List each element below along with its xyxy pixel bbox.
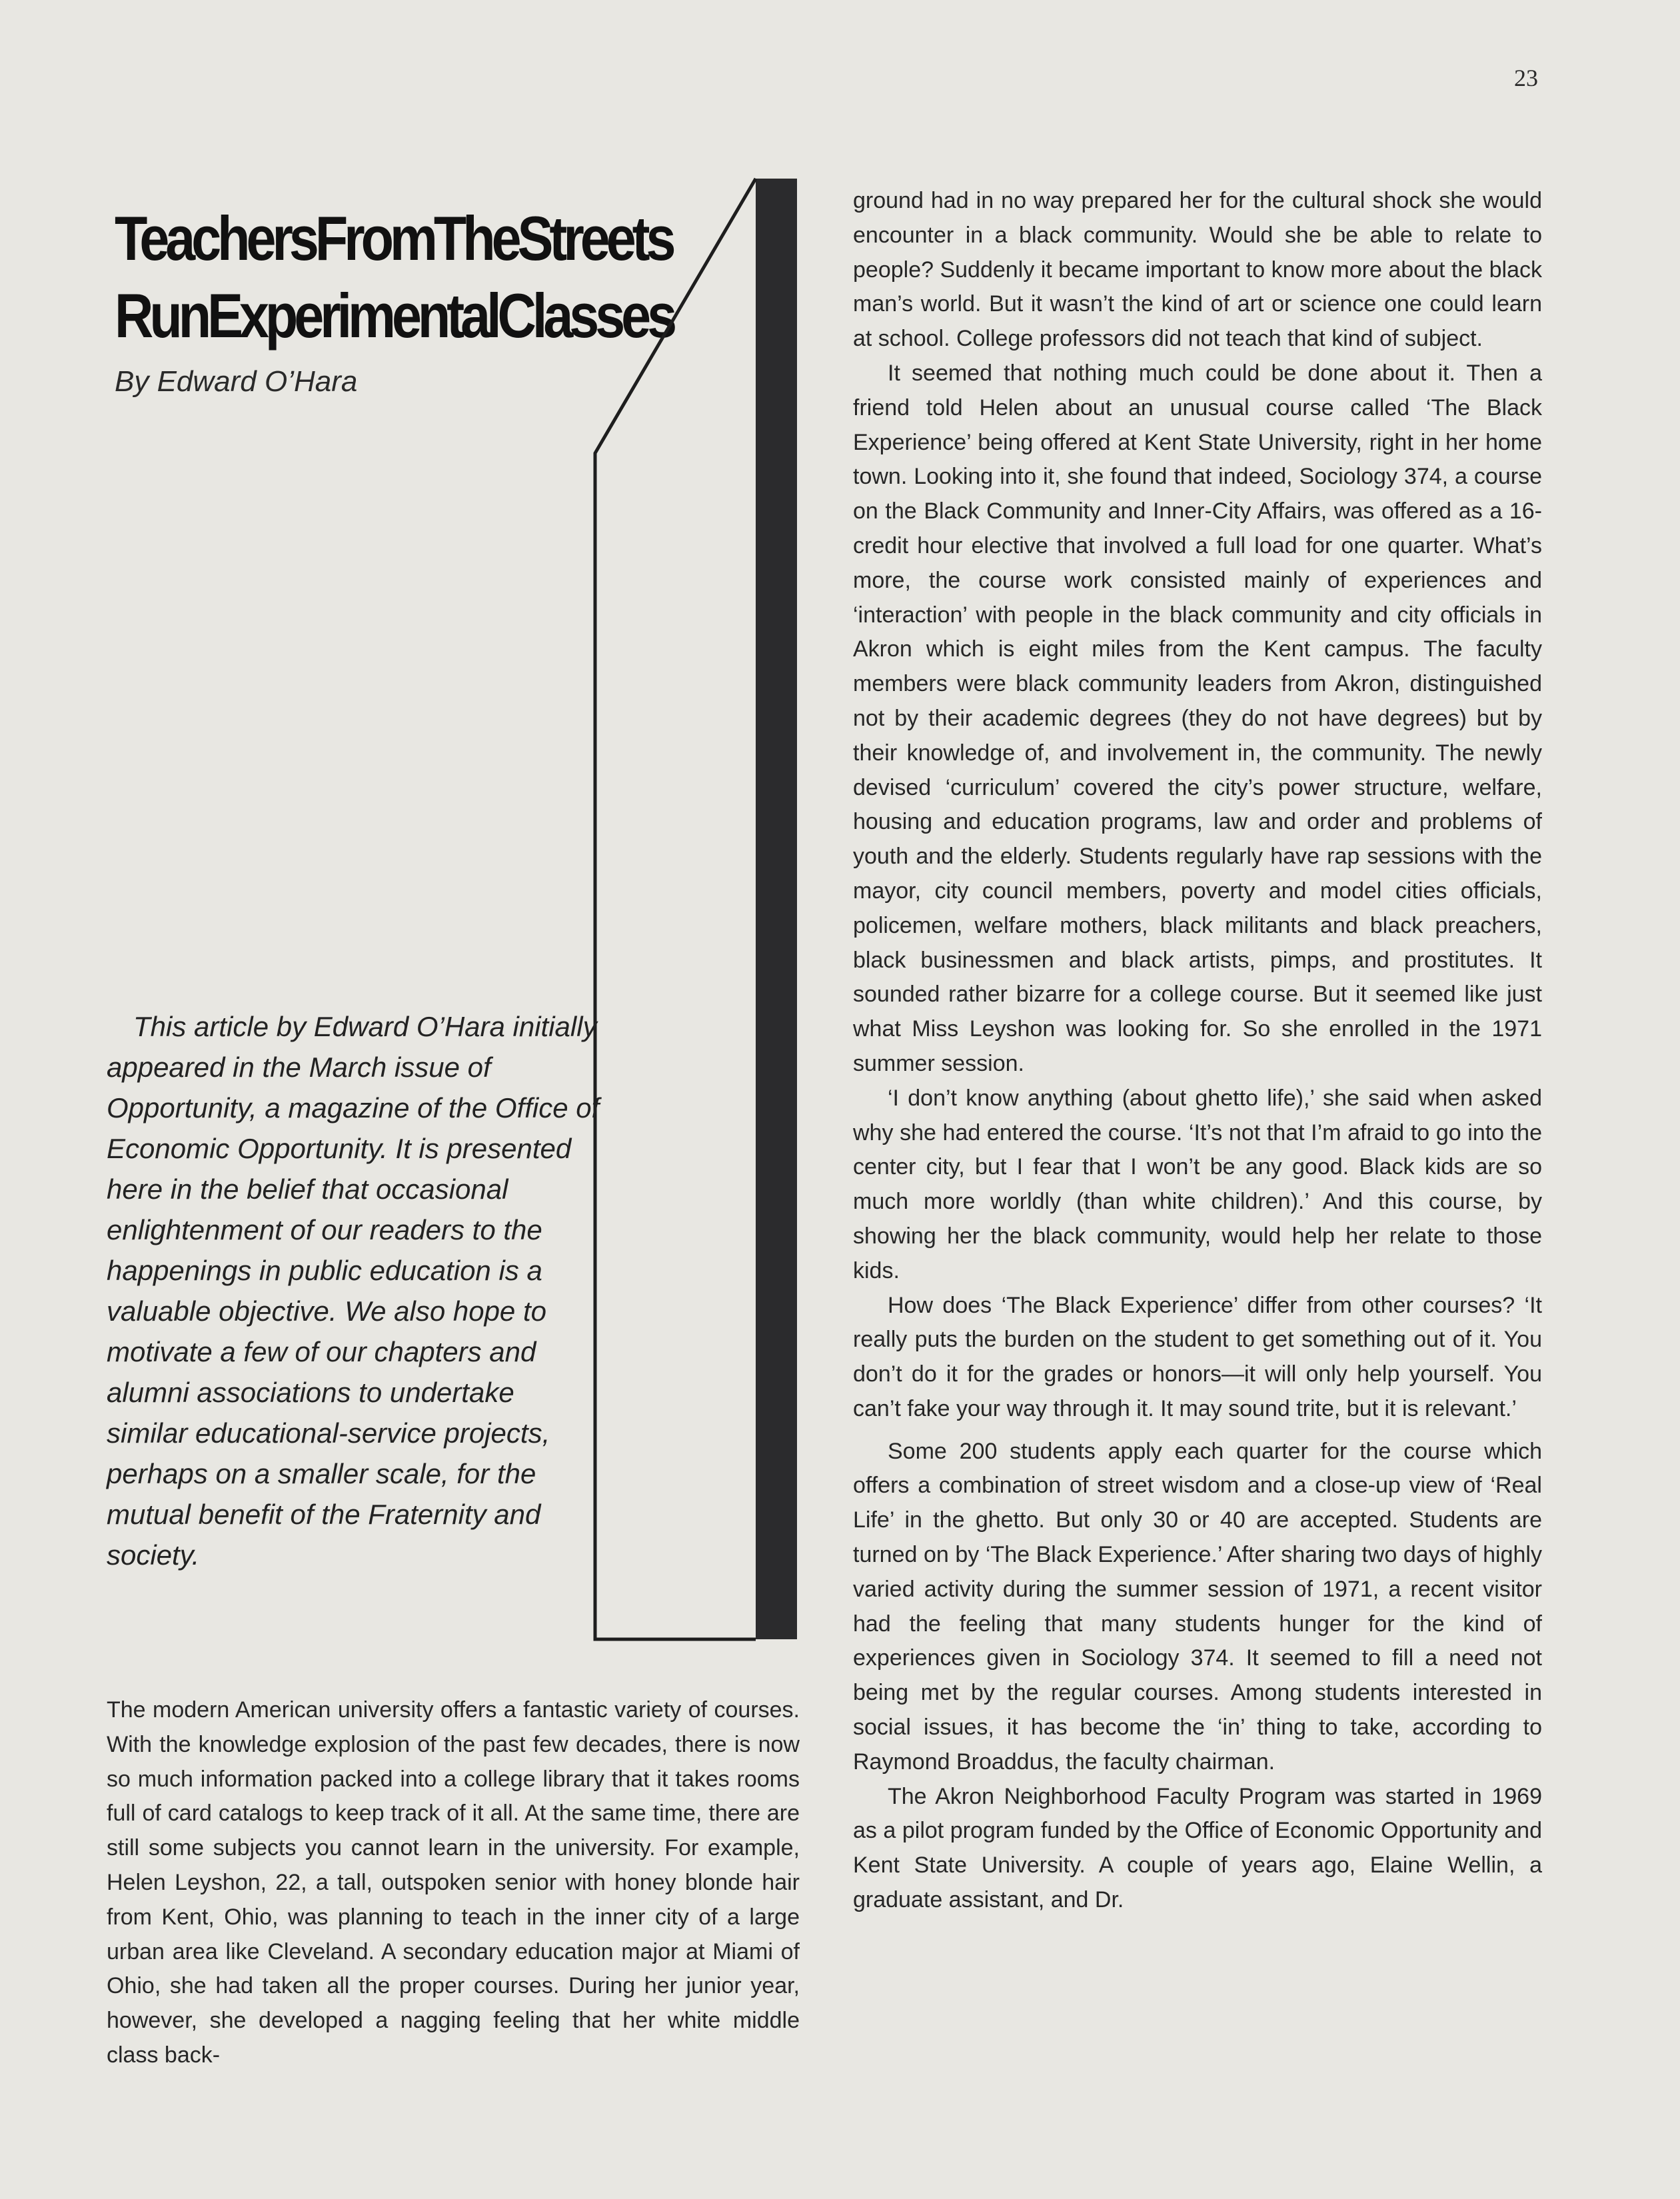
title-line-1: TeachersFromTheStreets xyxy=(115,203,672,273)
article-column-right xyxy=(853,184,1542,1918)
title-line-2: RunExperimentalClasses xyxy=(115,281,674,351)
diagonal-rule-line xyxy=(595,179,756,1639)
paragraph: How does ‘The Black Experience’ differ from other courses? ‘It really puts the burden on the student to get something out of it. You don’t do it for the grades or honors—it will only help yourself. You can’t fake your way through it. It may sound trite, but it is relevant.’ xyxy=(853,1292,1542,1421)
paragraph: ground had in no way prepared her for the cultural shock she would encounter in a black community. Would she be able to relate to people? Suddenly it became important to know more about the black man’s world. But it wasn’t the kind of art or science one could learn at school. College professors did not teach that kind of subject. xyxy=(853,188,1542,352)
paragraph: ‘I don’t know anything (about ghetto life),’ she said when asked why she had entered the course. ‘It’s not that I’m afraid to go into the center city, but I fear that I won’t be any good. Black kids are so much more worldly (than white children).’ And this course, by showing her the black community, would help her relate to those kids. xyxy=(853,1085,1542,1283)
paragraph: The Akron Neighborhood Faculty Program was started in 1969 as a pilot program funded by the Office of Economic Opportunity and Kent State University. A couple of years ago, Elaine Wellin, a graduate assistant, and Dr. xyxy=(853,1783,1542,1913)
paragraph: Some 200 students apply each quarter for the course which offers a combination of street wisdom and a close-up view of ‘Real Life’ in the ghetto. But only 30 or 40 are accepted. Students are turned on by ‘The Black Experience.’ After sharing two days of highly varied activity during the summer session of 1971, a recent visitor had the feeling that many students hunger for the kind of experiences given in Sociology 374. It seemed to fill a need not being met by the regular courses. Among students interested in social issues, it has become the ‘in’ thing to take, according to Raymond Broaddus, the faculty chairman. xyxy=(853,1438,1542,1775)
vertical-bar xyxy=(756,179,797,1639)
article-column-left xyxy=(107,1693,800,2073)
paragraph: It seemed that nothing much could be done about it. Then a friend told Helen about an unusual course called ‘The Black Experience’ being offered at Kent State University, right in her home town. Looking into it, she found that indeed, Sociology 374, a course on the Black Community and Inner-City Affairs, was offered as a 16-credit hour elective that involved a full load for one quarter. What’s more, the course work consisted mainly of experiences and ‘interaction’ with people in the black community and city officials in Akron which is eight miles from the Kent campus. The faculty members were black community leaders from Akron, distinguished not by their academic degrees (they do not have degrees) but by their knowledge of, and involvement in, the community. The newly devised ‘curriculum’ covered the city’s power structure, welfare, housing and education programs, law and order and problems of youth and the elderly. Students regularly have rap sessions with the mayor, city council members, poverty and model cities officials, policemen, welfare mothers, black militants and black preachers, black businessmen and black artists, pimps, and prostitutes. It sounded rather bizarre for a college course. But it seemed like just what Miss Leyshon was looking for. So she enrolled in the 1971 summer session. xyxy=(853,360,1542,1076)
paragraph: The modern American university offers a fantastic variety of courses. With the knowledge explosion of the past few decades, there is now so much information packed into a college library that it takes rooms full of card catalogs to keep track of it all. At the same time, there are still some subjects you cannot learn in the university. For example, Helen Leyshon, 22, a tall, outspoken senior with honey blonde hair from Kent, Ohio, was planning to teach in the inner city of a large urban area like Cleveland. A secondary education major at Miami of Ohio, she had taken all the proper courses. During her junior year, however, she developed a nagging feeling that her white middle class back- xyxy=(107,1697,800,2068)
page-number: 23 xyxy=(1514,65,1538,91)
intro-paragraph: This article by Edward O’Hara initially appeared in the March issue of Opportunity, a magazine of the Office of Economic Opportunity. It is presented here in the belief that occasional enlightenment of our readers to the happenings in public education is a valuable objective. We also hope to motivate a few of our chapters and alumni associations to undertake similar educational-service projects, perhaps on a smaller scale, for the mutual benefit of the Fraternity and society. xyxy=(107,1011,600,1571)
byline: By Edward O’Hara xyxy=(115,365,358,398)
editor-intro-note xyxy=(107,1006,600,1575)
